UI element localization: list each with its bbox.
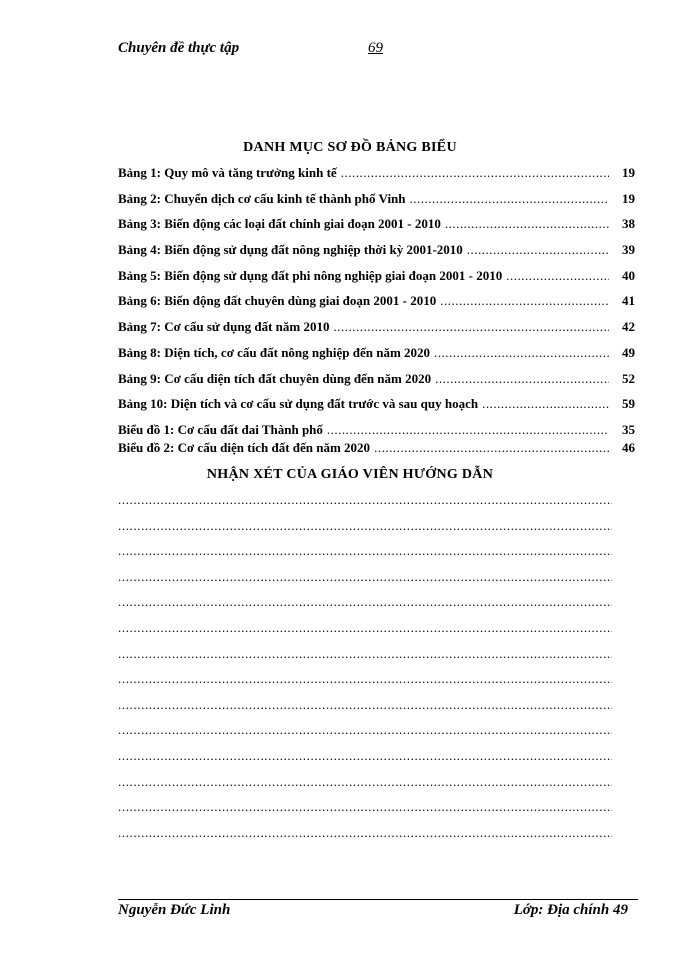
remark-line	[118, 692, 612, 718]
remark-line	[118, 615, 612, 641]
toc-entry-label: Bảng 2: Chuyển dịch cơ cấu kinh tế thành phố Vinh	[118, 190, 406, 206]
toc-entry-page: 49	[622, 344, 635, 360]
toc-entry-page: 59	[622, 396, 635, 412]
dot-leader	[482, 395, 609, 413]
dot-leader	[440, 292, 609, 310]
dot-leader	[374, 439, 609, 457]
dot-leader	[334, 318, 610, 336]
toc-heading: DANH MỤC SƠ ĐỒ BẢNG BIỂU	[243, 140, 457, 155]
remark-line	[118, 769, 612, 795]
toc-entry-label: Bảng 6: Biến động đất chuyên dùng giai đoạn 2001 - 2010	[118, 293, 437, 309]
page-number: 69	[368, 40, 383, 56]
toc-entry-page: 40	[622, 267, 635, 283]
table-of-figures	[118, 164, 638, 457]
dot-leader	[506, 267, 609, 285]
toc-entry-label: Bảng 10: Diện tích và cơ cấu sử dụng đất trước và sau quy hoạch	[118, 396, 479, 412]
remark-line	[118, 564, 612, 590]
remark-line	[118, 794, 612, 820]
toc-entry-page: 19	[622, 165, 635, 180]
toc-entry	[118, 164, 638, 190]
toc-entry	[118, 318, 638, 344]
toc-entry-page: 39	[622, 242, 635, 258]
page-footer	[118, 902, 638, 924]
toc-entry	[118, 292, 638, 318]
toc-entry	[118, 344, 638, 370]
toc-entry-page: 41	[622, 293, 635, 309]
remark-line	[118, 717, 612, 743]
dot-leader	[434, 344, 609, 362]
toc-entry-page: 42	[622, 319, 635, 335]
dot-leader	[327, 421, 609, 439]
toc-entry-label: Bảng 8: Diện tích, cơ cấu đất nông nghiệp đến năm 2020	[118, 344, 431, 360]
toc-entry-page: 46	[622, 439, 635, 455]
toc-entry-label: Bảng 4: Biến động sử dụng đất nông nghiệp thời kỳ 2001-2010	[118, 242, 463, 258]
dot-leader	[445, 215, 609, 233]
dot-leader	[341, 164, 609, 182]
class-name: Lớp: Địa chính 49	[513, 902, 628, 918]
toc-entry	[118, 190, 638, 216]
toc-entry	[118, 215, 638, 241]
remark-line	[118, 538, 612, 564]
remark-line	[118, 820, 612, 846]
toc-entry-label: Bảng 5: Biến động sử dụng đất phi nông nghiệp giai đoạn 2001 - 2010	[118, 267, 503, 283]
toc-entry-label: Biểu đồ 2: Cơ cấu diện tích đất đến năm 2020	[118, 439, 371, 455]
toc-entry	[118, 421, 638, 439]
remark-line	[118, 743, 612, 769]
remark-line	[118, 666, 612, 692]
toc-entry-page: 35	[622, 421, 635, 437]
toc-entry	[118, 370, 638, 396]
toc-entry-label: Biểu đồ 1: Cơ cấu đất đai Thành phố	[118, 421, 323, 437]
toc-entry-page: 52	[622, 370, 635, 386]
remark-line	[118, 641, 612, 667]
toc-entry-label: Bảng 1: Quy mô và tăng trưởng kinh tế	[118, 165, 337, 180]
header-title: Chuyên đề thực tập	[118, 40, 240, 56]
author-name: Nguyễn Đức Linh	[118, 902, 231, 918]
dot-leader	[467, 241, 609, 259]
toc-entry-label: Bảng 9: Cơ cấu diện tích đất chuyên dùng đến năm 2020	[118, 370, 432, 386]
toc-entry-label: Bảng 3: Biến động các loại đất chính giai đoạn 2001 - 2010	[118, 216, 441, 232]
remark-line	[118, 513, 612, 539]
remarks-lines	[118, 487, 612, 845]
remarks-heading: NHẬN XÉT CỦA GIÁO VIÊN HƯỚNG DẪN	[206, 467, 494, 482]
toc-entry-page: 38	[622, 216, 635, 232]
footer-divider	[118, 899, 638, 900]
remark-line	[118, 589, 612, 615]
toc-entry-label: Bảng 7: Cơ cấu sử dụng đất năm 2010	[118, 319, 330, 335]
toc-entry-page: 19	[622, 190, 635, 206]
toc-entry	[118, 395, 638, 421]
dot-leader	[410, 190, 609, 208]
dot-leader	[435, 370, 609, 388]
toc-entry	[118, 241, 638, 267]
toc-entry	[118, 267, 638, 293]
page-header	[118, 40, 638, 64]
toc-entry	[118, 439, 638, 457]
remark-line	[118, 487, 612, 513]
